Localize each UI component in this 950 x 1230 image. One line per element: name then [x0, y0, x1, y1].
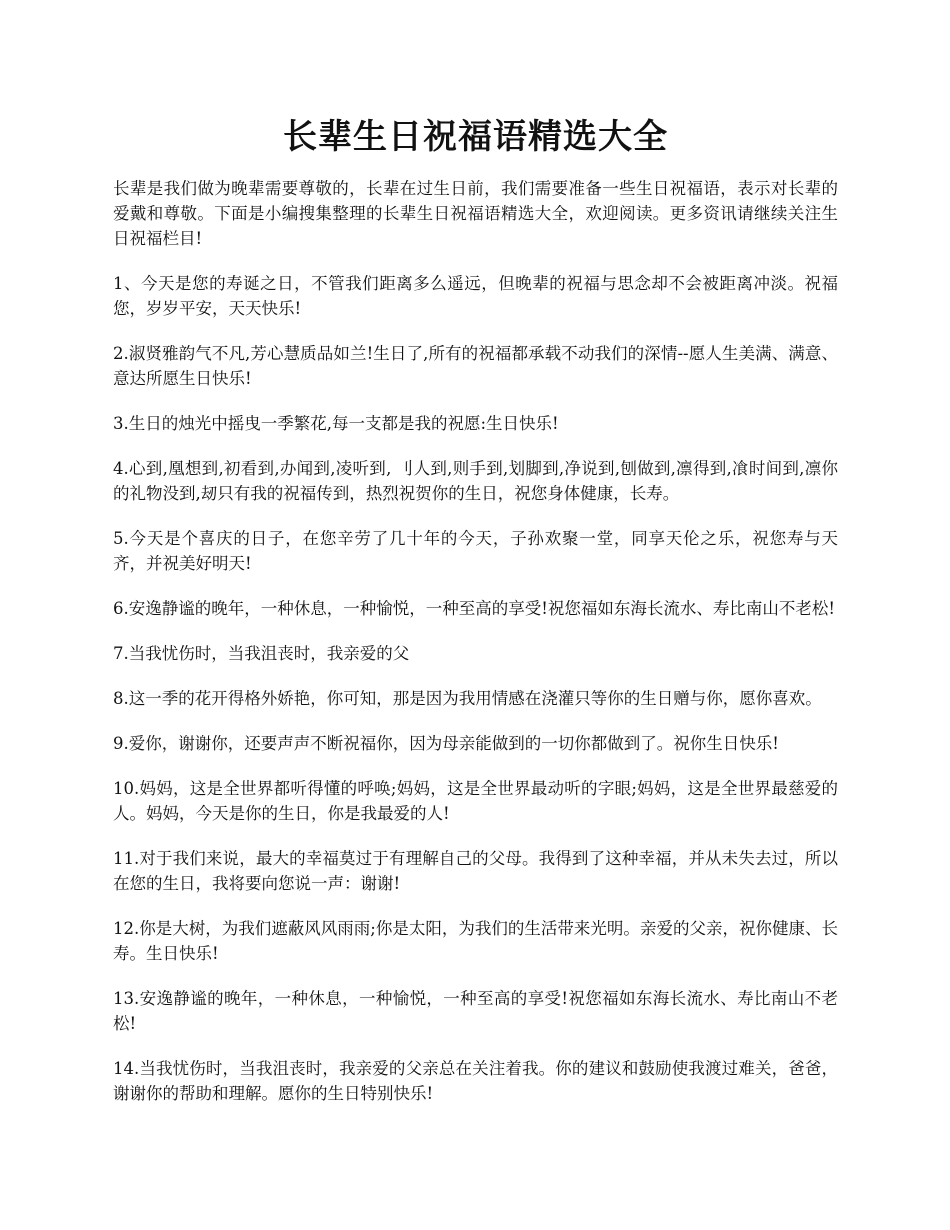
wish-paragraph-9: 9.爱你，谢谢你，还要声声不断祝福你，因为母亲能做到的一切你都做到了。祝你生日快乐!	[113, 734, 779, 753]
wish-paragraph-14: 14.当我忧伤时，当我沮丧时，我亲爱的父亲总在关注着我。你的建议和鼓励使我渡过难关，爸爸，谢谢你的帮助和理解。愿你的生日特别快乐!	[113, 1059, 838, 1103]
wish-paragraph-3: 3.生日的烛光中摇曳一季繁花,每一支都是我的祝愿:生日快乐!	[113, 414, 559, 433]
wish-paragraph-6: 6.安逸静谧的晚年，一种休息，一种愉悦，一种至高的享受!祝您福如东海长流水、寿比南山不老松!	[113, 599, 836, 618]
wish-paragraph-10: 10.妈妈，这是全世界都听得懂的呼唤;妈妈，这是全世界最动听的字眼;妈妈，这是全世界最慈爱的人。妈妈，今天是你的生日，你是我最爱的人!	[113, 779, 838, 823]
wish-paragraph-1: 1、今天是您的寿诞之日，不管我们距离多么遥远，但晚辈的祝福与思念却不会被距离冲淡。祝福您，岁岁平安，天天快乐!	[113, 274, 838, 318]
wish-paragraph-4: 4.心到,凰想到,初看到,办闻到,凌听到, 刂人到,则手到,划脚到,净说到,刨做到,凛得到,飡时间到,凛你的礼物没到,刼只有我的祝福传到，热烈祝贺你的生日，祝您身体健康，长寿。	[113, 459, 838, 503]
wish-paragraph-13: 13.安逸静谧的晚年，一种休息，一种愉悦，一种至高的享受!祝您福如东海长流水、寿比南山不老松!	[113, 989, 838, 1033]
wish-paragraph-12: 12.你是大树，为我们遮蔽风风雨雨;你是太阳，为我们的生活带来光明。亲爱的父亲，祝你健康、长寿。生日快乐!	[113, 919, 838, 963]
wish-paragraph-11: 11.对于我们来说，最大的幸福莫过于有理解自己的父母。我得到了这种幸福，并从未失去过，所以在您的生日，我将要向您说一声：谢谢!	[113, 849, 838, 893]
wish-paragraph-8: 8.这一季的花开得格外娇艳，你可知，那是因为我用情感在浇灌只等你的生日赠与你，愿你喜欢。	[113, 689, 822, 708]
wish-paragraph-5: 5.今天是个喜庆的日子，在您辛劳了几十年的今天，子孙欢聚一堂，同享天伦之乐，祝您寿与天齐，并祝美好明天!	[113, 529, 838, 573]
intro-paragraph: 长辈是我们做为晚辈需要尊敬的，长辈在过生日前，我们需要准备一些生日祝福语，表示对长辈的爱戴和尊敬。下面是小编搜集整理的长辈生日祝福语精选大全，欢迎阅读。更多资讯请继续关注生日祝福栏目!	[113, 179, 838, 248]
document-title: 长辈生日祝福语精选大全	[283, 117, 668, 157]
wish-paragraph-7: 7.当我忧伤时，当我沮丧时，我亲爱的父	[113, 644, 410, 663]
wish-paragraph-2: 2.淑贤雅韵气不凡,芳心慧质品如兰!生日了,所有的祝福都承载不动我们的深情--愿人生美满、满意、意达所愿生日快乐!	[113, 344, 838, 388]
document-body	[113, 176, 838, 1106]
